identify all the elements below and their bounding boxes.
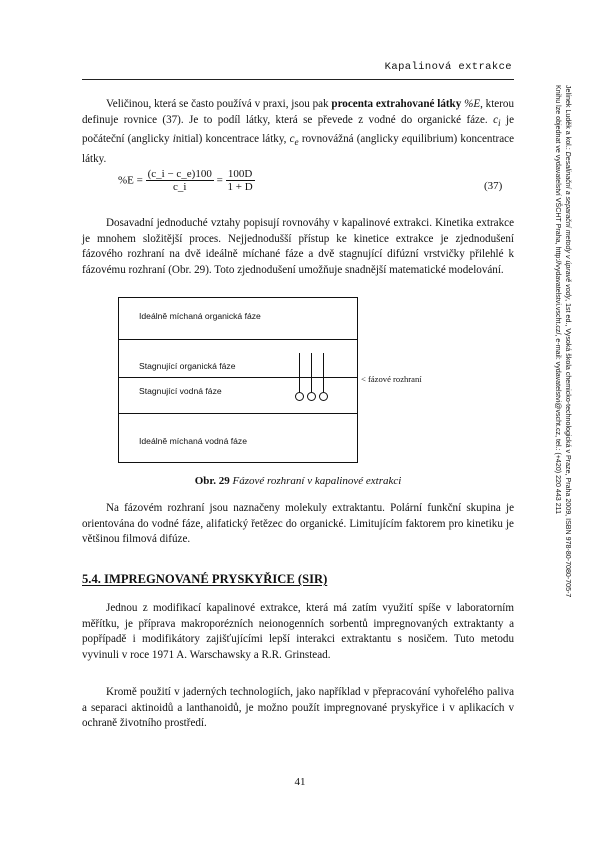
label-mixed-aqueous-phase: Ideálně míchaná vodná fáze — [139, 436, 247, 446]
para1-text-3: je počáteční (anglicky — [82, 113, 514, 146]
para1-sub-e: e — [294, 138, 299, 149]
equation-fraction-2 — [226, 168, 255, 193]
citation-line-1 — [563, 85, 573, 705]
para1-symbol-c: c — [493, 113, 499, 126]
extractant-chain-2 — [311, 353, 312, 392]
phase-interface-line — [119, 377, 357, 378]
paragraph-sir-intro: Jednou z modifikací kapalinové extrakce, která má zatím využití spíše v laboratorním měřítku, je příprava makroporézních neionogenních sorbentů impregnovaných extraktanty a popřípadě i modifikátory zajišťujícími lepší interakci extraktantu s nosičem. Tuto metodu vyvinuli v roce 1971 A. Warschawsky a R.R. Grinstead. — [82, 602, 514, 661]
fraction-2-denominator: 1 + D — [227, 181, 253, 193]
equation-37 — [118, 168, 255, 193]
para1-symbol-e: %E — [461, 98, 481, 110]
equation-number: (37) — [484, 180, 503, 192]
running-head: Kapalinová extrakce — [384, 61, 512, 73]
para1-text-5: rovnovážná (anglicky — [298, 133, 402, 146]
citation-authors: Jelínek Luděk a kol.: — [564, 85, 572, 152]
label-stagnant-organic-phase: Stagnující organická fáze — [139, 361, 236, 371]
caption-text: Fázové rozhraní v kapalinové extrakci — [229, 475, 402, 487]
fraction-2-numerator: 100D — [227, 168, 253, 180]
para1-text-6: quilibrium) koncentrace látky. — [82, 133, 514, 166]
para1-sub-i: i — [498, 118, 501, 129]
label-mixed-organic-phase: Ideálně míchaná organická fáze — [139, 311, 261, 321]
extractant-polar-head-1 — [295, 392, 304, 401]
fraction-1-denominator: c_i — [146, 180, 214, 193]
caption-figure-number: Obr. 29 — [194, 475, 230, 487]
paragraph-intro — [82, 97, 514, 168]
label-stagnant-aqueous-phase: Stagnující vodná fáze — [139, 386, 222, 396]
boundary-aqueous-layer — [119, 413, 357, 414]
equation-equals: = — [216, 174, 223, 187]
paragraph-interface: Na fázovém rozhraní jsou naznačeny molekuly extraktantu. Polární funkční skupina je orientována do vodné fáze, alifatický řetězec do organické. Limitujícím faktorem pro kinetiku je většinou filmová difúze. — [82, 502, 514, 546]
equation-lhs: %E = — [118, 174, 143, 187]
citation-line-2: Knihu lze objednat ve vydavatelství VŠCHT Praha, http://vydavatelstvi.vscht.cz/, e-mail: vydavatelstvi@vscht.cz, tel.: (+420) 220 443 211 — [554, 85, 562, 515]
section-heading: 5.4. IMPREGNOVANÉ PRYSKYŘICE (SIR) — [82, 572, 328, 586]
para1-bold-term: procenta extrahované látky — [331, 98, 462, 110]
boundary-organic-layer — [119, 339, 357, 340]
para1-italic-i: i — [172, 133, 176, 146]
para1-text-4: nitial) koncentrace látky, — [175, 133, 290, 146]
citation-title: Desalinační a separační metody v úpravě vody — [564, 151, 572, 300]
equation-fraction-1 — [146, 168, 214, 193]
para1-text-2: , kterou definuje rovnice (37). Je to podíl látky, která se převede z vodné do organické fáze. — [82, 98, 515, 126]
citation-sidebar — [541, 85, 573, 705]
fraction-1-numerator: (c_i − c_e)100 — [147, 168, 212, 180]
extractant-polar-head-3 — [319, 392, 328, 401]
para1-italic-e: e — [401, 133, 407, 146]
para1-text-1: Veličinou, která se často používá v praxi, jsou pak — [106, 98, 332, 110]
phase-interface-diagram — [118, 297, 358, 463]
interface-label: < fázové rozhraní — [361, 374, 422, 384]
header-rule — [82, 79, 514, 80]
paragraph-sir-applications: Kromě použití v jaderných technologiích, jako například v přepracování vyhořelého paliva a separaci aktinoidů a lanthanoidů, je možno použít impregnované pryskyřice i v aplikacích v ochraně životního prostředí. — [82, 686, 514, 730]
paragraph-kinetics: Dosavadní jednoduché vztahy popisují rovnováhy v kapalinové extrakci. Kinetika extrakce je mnohem složitější proces. Nejjednodušší přístup ke kinetice extrakce je zjednodušení fázového rozhraní na dvě ideálně míchané fáze a dvě stagnující difúzní vrstvičky přilehlé k fázovému rozhraní (Obr. 29). Toto zjednodušení umožňuje snadnější matematické modelování. — [82, 217, 514, 276]
extractant-chain-1 — [299, 353, 300, 392]
para1-symbol-c2: c — [289, 133, 295, 146]
page-number: 41 — [294, 776, 306, 788]
figure-caption — [82, 475, 514, 487]
extractant-polar-head-2 — [307, 392, 316, 401]
extractant-chain-3 — [323, 353, 324, 392]
citation-publisher: , 1st ed., Vysoká škola chemicko-technologická v Praze, Praha 2009, ISBN 978-80-7080-705-7 — [564, 299, 572, 598]
